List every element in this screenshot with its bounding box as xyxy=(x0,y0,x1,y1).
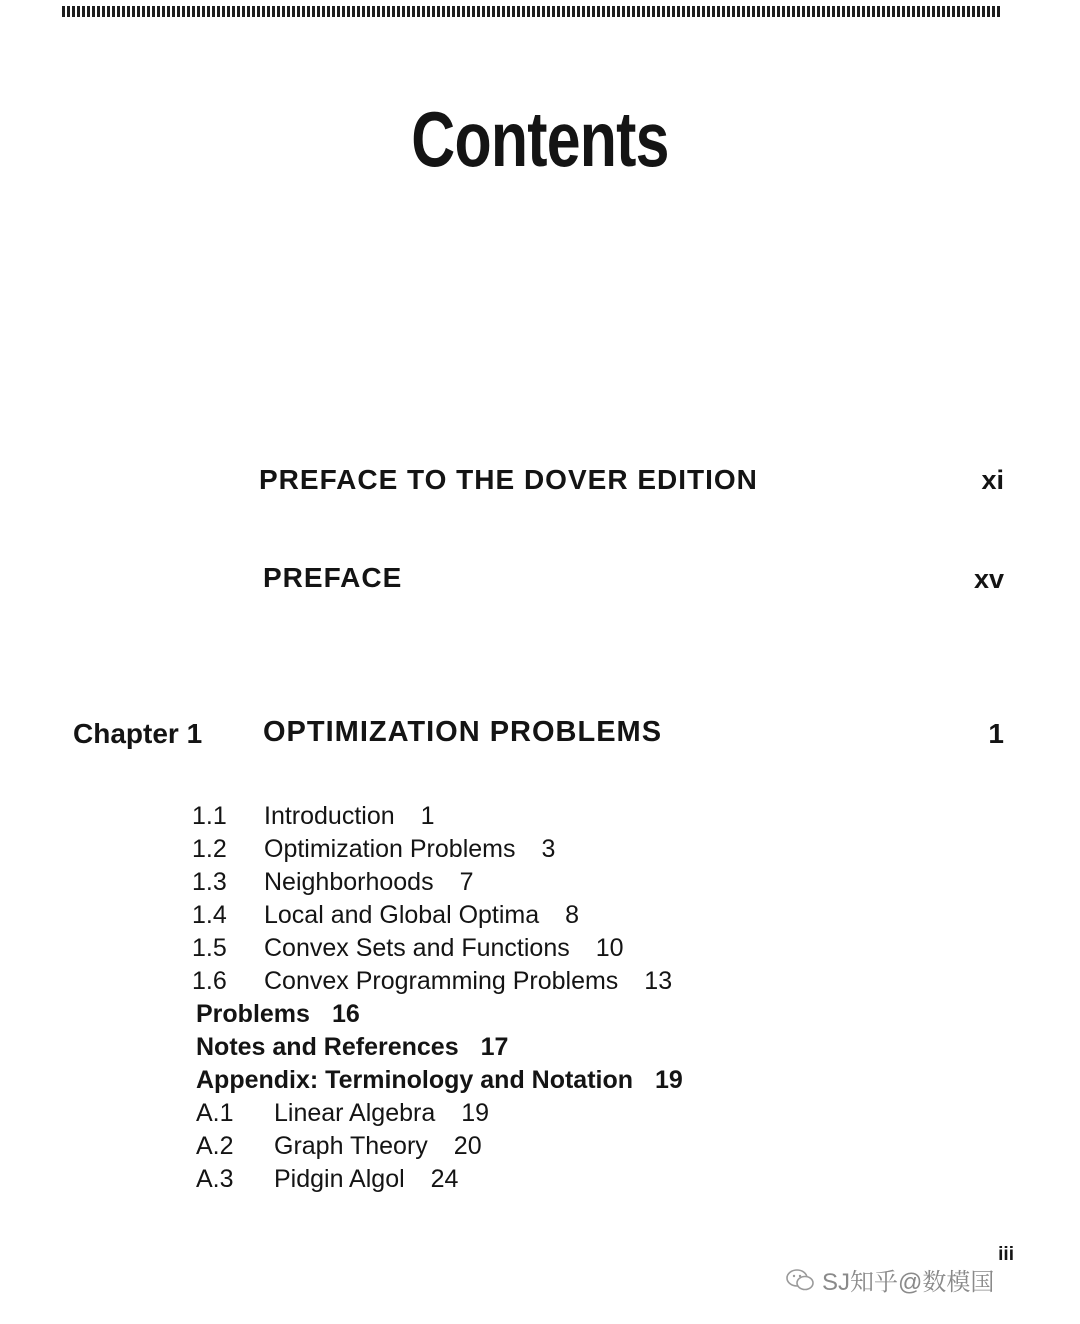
toc-appendix-section-entry xyxy=(192,1163,683,1196)
section-title: Appendix: Terminology and Notation xyxy=(196,1066,634,1094)
section-title: Graph Theory xyxy=(274,1132,428,1160)
top-border-rule xyxy=(62,6,1000,17)
wechat-icon xyxy=(786,1269,814,1291)
toc-section-entry xyxy=(192,833,683,866)
toc-section-entry xyxy=(192,932,683,965)
toc-entry-preface: PREFACE xyxy=(263,562,403,593)
chapter-title: OPTIMIZATION PROBLEMS xyxy=(263,716,663,748)
page-title: Contents xyxy=(411,95,669,183)
section-page: 17 xyxy=(480,1033,509,1061)
chapter-page: 1 xyxy=(988,718,1004,749)
section-number: 1.3 xyxy=(192,868,227,896)
section-number: 1.2 xyxy=(192,835,227,863)
section-number: 1.6 xyxy=(192,967,227,995)
section-title: Linear Algebra xyxy=(274,1099,436,1127)
toc-section-entry xyxy=(192,899,683,932)
toc-appendix-section-entry xyxy=(192,1097,683,1130)
toc-appendix-entry xyxy=(192,1064,683,1097)
section-number: 1.5 xyxy=(192,934,227,962)
section-number: A.3 xyxy=(196,1165,234,1193)
section-page: 19 xyxy=(461,1099,490,1127)
watermark-text: SJ知乎@数模国 xyxy=(822,1269,995,1296)
section-title: Convex Programming Problems xyxy=(264,967,619,995)
toc-section-list xyxy=(192,800,683,1196)
toc-section-entry xyxy=(192,800,683,833)
section-page: 10 xyxy=(595,934,624,962)
section-title: Problems xyxy=(196,1000,310,1028)
toc-problems-entry xyxy=(192,998,683,1031)
section-page: 19 xyxy=(655,1066,683,1094)
section-page: 13 xyxy=(644,967,673,995)
toc-section-entry xyxy=(192,965,683,998)
section-page: 7 xyxy=(459,868,474,896)
toc-page-preface: xv xyxy=(973,564,1004,594)
toc-section-entry xyxy=(192,866,683,899)
section-number: 1.4 xyxy=(192,901,227,929)
section-page: 8 xyxy=(565,901,580,929)
section-number: 1.1 xyxy=(192,802,227,830)
section-page: 24 xyxy=(430,1165,459,1193)
section-page: 16 xyxy=(331,1000,360,1028)
toc-page-preface-dover: xi xyxy=(981,465,1004,495)
chapter-label: Chapter 1 xyxy=(73,718,203,749)
toc-appendix-section-entry xyxy=(192,1130,683,1163)
section-page: 3 xyxy=(541,835,556,863)
section-title: Convex Sets and Functions xyxy=(264,934,570,962)
section-title: Local and Global Optima xyxy=(264,901,540,929)
section-title: Optimization Problems xyxy=(264,835,516,863)
section-title: Notes and References xyxy=(196,1033,459,1061)
section-title: Neighborhoods xyxy=(264,868,434,896)
section-title: Introduction xyxy=(264,802,395,830)
section-page: 1 xyxy=(420,802,435,830)
section-page: 20 xyxy=(453,1132,482,1160)
toc-entry-preface-dover: PREFACE TO THE DOVER EDITION xyxy=(259,464,758,495)
section-title: Pidgin Algol xyxy=(274,1165,405,1193)
section-number: A.2 xyxy=(196,1132,234,1160)
toc-notes-entry xyxy=(192,1031,683,1064)
watermark xyxy=(786,1262,994,1297)
section-number: A.1 xyxy=(196,1099,234,1127)
page-folio: iii xyxy=(998,1244,1014,1265)
